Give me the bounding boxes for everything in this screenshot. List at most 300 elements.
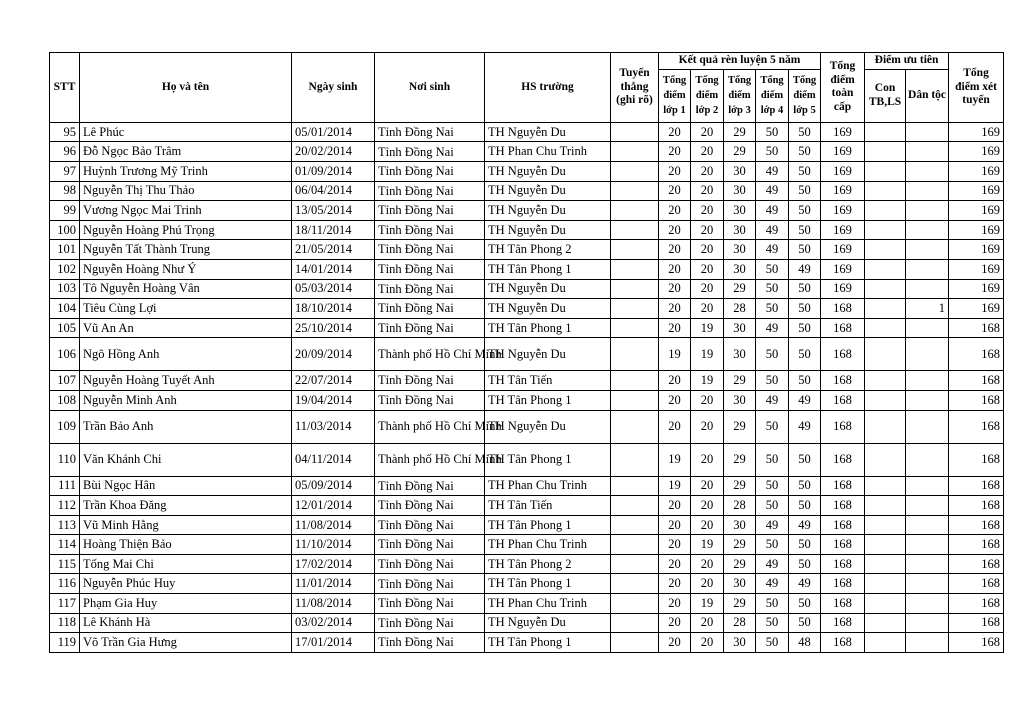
cell-school: TH Nguyễn Du bbox=[485, 410, 611, 443]
table-row bbox=[50, 201, 1004, 221]
table-row bbox=[50, 410, 1004, 443]
cell-grade5: 50 bbox=[789, 299, 821, 319]
cell-school: TH Nguyễn Du bbox=[485, 122, 611, 142]
cell-grade1: 20 bbox=[659, 181, 691, 201]
cell-con-tbls bbox=[865, 633, 906, 653]
cell-con-tbls bbox=[865, 535, 906, 555]
cell-grade4: 49 bbox=[756, 554, 789, 574]
cell-final: 168 bbox=[949, 390, 1004, 410]
cell-dob: 21/05/2014 bbox=[292, 240, 375, 260]
cell-total: 168 bbox=[821, 390, 865, 410]
cell-dob: 13/05/2014 bbox=[292, 201, 375, 221]
cell-grade1: 19 bbox=[659, 476, 691, 496]
cell-grade4: 49 bbox=[756, 318, 789, 338]
cell-grade1: 20 bbox=[659, 142, 691, 162]
cell-grade2: 20 bbox=[691, 496, 724, 516]
cell-stt: 99 bbox=[50, 201, 80, 221]
cell-dan-toc bbox=[906, 181, 949, 201]
cell-grade4: 49 bbox=[756, 220, 789, 240]
cell-direct-admission bbox=[611, 574, 659, 594]
cell-direct-admission bbox=[611, 240, 659, 260]
cell-grade2: 20 bbox=[691, 515, 724, 535]
cell-stt: 115 bbox=[50, 554, 80, 574]
cell-name: Huỳnh Trương Mỹ Trinh bbox=[80, 161, 292, 181]
cell-grade2: 20 bbox=[691, 390, 724, 410]
cell-grade3: 29 bbox=[724, 371, 756, 391]
cell-grade5: 50 bbox=[789, 476, 821, 496]
cell-grade1: 20 bbox=[659, 633, 691, 653]
cell-dan-toc bbox=[906, 515, 949, 535]
cell-dob: 25/10/2014 bbox=[292, 318, 375, 338]
header-grade1: Tổng điểm lớp 1 bbox=[659, 69, 691, 122]
cell-dob: 05/03/2014 bbox=[292, 279, 375, 299]
table-row bbox=[50, 496, 1004, 516]
table-row bbox=[50, 240, 1004, 260]
cell-grade1: 20 bbox=[659, 390, 691, 410]
cell-grade2: 20 bbox=[691, 220, 724, 240]
cell-grade3: 29 bbox=[724, 535, 756, 555]
cell-con-tbls bbox=[865, 390, 906, 410]
cell-direct-admission bbox=[611, 181, 659, 201]
cell-grade4: 50 bbox=[756, 299, 789, 319]
cell-school: TH Phan Chu Trinh bbox=[485, 594, 611, 614]
cell-grade4: 50 bbox=[756, 338, 789, 371]
cell-grade3: 30 bbox=[724, 259, 756, 279]
cell-grade2: 19 bbox=[691, 371, 724, 391]
cell-dan-toc bbox=[906, 161, 949, 181]
cell-grade1: 20 bbox=[659, 318, 691, 338]
cell-grade1: 20 bbox=[659, 594, 691, 614]
table-row bbox=[50, 279, 1004, 299]
cell-total: 168 bbox=[821, 633, 865, 653]
cell-grade4: 50 bbox=[756, 633, 789, 653]
cell-school: TH Nguyễn Du bbox=[485, 338, 611, 371]
header-grade2: Tổng điểm lớp 2 bbox=[691, 69, 724, 122]
cell-con-tbls bbox=[865, 476, 906, 496]
cell-birthplace: Thành phố Hồ Chí Minh bbox=[375, 443, 485, 476]
cell-name: Bùi Ngọc Hân bbox=[80, 476, 292, 496]
cell-con-tbls bbox=[865, 201, 906, 221]
cell-grade3: 30 bbox=[724, 390, 756, 410]
cell-con-tbls bbox=[865, 220, 906, 240]
cell-dan-toc bbox=[906, 410, 949, 443]
cell-birthplace: Tỉnh Đồng Nai bbox=[375, 259, 485, 279]
cell-direct-admission bbox=[611, 338, 659, 371]
cell-grade2: 20 bbox=[691, 279, 724, 299]
cell-con-tbls bbox=[865, 299, 906, 319]
cell-school: TH Phan Chu Trinh bbox=[485, 142, 611, 162]
cell-birthplace: Thành phố Hồ Chí Minh bbox=[375, 410, 485, 443]
cell-direct-admission bbox=[611, 161, 659, 181]
cell-final: 168 bbox=[949, 338, 1004, 371]
cell-grade3: 30 bbox=[724, 574, 756, 594]
cell-grade1: 20 bbox=[659, 240, 691, 260]
cell-dob: 17/01/2014 bbox=[292, 633, 375, 653]
cell-dob: 20/09/2014 bbox=[292, 338, 375, 371]
cell-direct-admission bbox=[611, 535, 659, 555]
cell-dob: 06/04/2014 bbox=[292, 181, 375, 201]
cell-grade5: 49 bbox=[789, 410, 821, 443]
cell-con-tbls bbox=[865, 496, 906, 516]
cell-total: 168 bbox=[821, 338, 865, 371]
cell-con-tbls bbox=[865, 181, 906, 201]
cell-name: Văn Khánh Chi bbox=[80, 443, 292, 476]
cell-grade5: 50 bbox=[789, 122, 821, 142]
cell-school: TH Tân Phong 1 bbox=[485, 633, 611, 653]
cell-con-tbls bbox=[865, 443, 906, 476]
cell-direct-admission bbox=[611, 142, 659, 162]
cell-grade2: 20 bbox=[691, 201, 724, 221]
table-row bbox=[50, 220, 1004, 240]
cell-grade2: 20 bbox=[691, 574, 724, 594]
cell-dob: 17/02/2014 bbox=[292, 554, 375, 574]
cell-grade4: 50 bbox=[756, 443, 789, 476]
cell-school: TH Nguyễn Du bbox=[485, 299, 611, 319]
cell-birthplace: Tỉnh Đồng Nai bbox=[375, 613, 485, 633]
cell-stt: 104 bbox=[50, 299, 80, 319]
table-row bbox=[50, 613, 1004, 633]
cell-direct-admission bbox=[611, 554, 659, 574]
cell-grade5: 50 bbox=[789, 318, 821, 338]
cell-school: TH Nguyễn Du bbox=[485, 613, 611, 633]
cell-final: 168 bbox=[949, 594, 1004, 614]
cell-dan-toc bbox=[906, 240, 949, 260]
cell-stt: 118 bbox=[50, 613, 80, 633]
cell-birthplace: Tỉnh Đồng Nai bbox=[375, 496, 485, 516]
cell-grade3: 28 bbox=[724, 299, 756, 319]
cell-dob: 18/10/2014 bbox=[292, 299, 375, 319]
cell-total: 168 bbox=[821, 443, 865, 476]
cell-school: TH Tân Tiến bbox=[485, 371, 611, 391]
cell-dan-toc bbox=[906, 535, 949, 555]
cell-grade3: 29 bbox=[724, 554, 756, 574]
cell-grade3: 28 bbox=[724, 613, 756, 633]
cell-dob: 12/01/2014 bbox=[292, 496, 375, 516]
cell-dob: 18/11/2014 bbox=[292, 220, 375, 240]
cell-grade5: 49 bbox=[789, 515, 821, 535]
cell-total: 168 bbox=[821, 515, 865, 535]
cell-direct-admission bbox=[611, 410, 659, 443]
cell-direct-admission bbox=[611, 443, 659, 476]
cell-name: Đỗ Ngọc Bảo Trâm bbox=[80, 142, 292, 162]
cell-total: 168 bbox=[821, 554, 865, 574]
cell-grade2: 20 bbox=[691, 476, 724, 496]
cell-dob: 11/03/2014 bbox=[292, 410, 375, 443]
cell-stt: 116 bbox=[50, 574, 80, 594]
cell-grade1: 20 bbox=[659, 201, 691, 221]
cell-final: 168 bbox=[949, 574, 1004, 594]
cell-grade3: 30 bbox=[724, 515, 756, 535]
cell-direct-admission bbox=[611, 390, 659, 410]
cell-grade2: 20 bbox=[691, 259, 724, 279]
cell-grade4: 50 bbox=[756, 496, 789, 516]
cell-direct-admission bbox=[611, 259, 659, 279]
cell-grade3: 30 bbox=[724, 318, 756, 338]
cell-birthplace: Tỉnh Đồng Nai bbox=[375, 515, 485, 535]
cell-dan-toc bbox=[906, 496, 949, 516]
cell-total: 168 bbox=[821, 371, 865, 391]
cell-grade1: 19 bbox=[659, 338, 691, 371]
cell-total: 169 bbox=[821, 201, 865, 221]
cell-con-tbls bbox=[865, 318, 906, 338]
cell-name: Nguyễn Minh Anh bbox=[80, 390, 292, 410]
cell-stt: 112 bbox=[50, 496, 80, 516]
cell-grade3: 30 bbox=[724, 201, 756, 221]
cell-name: Nguyễn Hoàng Phú Trọng bbox=[80, 220, 292, 240]
cell-grade4: 50 bbox=[756, 535, 789, 555]
table-row bbox=[50, 161, 1004, 181]
cell-dan-toc bbox=[906, 318, 949, 338]
cell-name: Vương Ngọc Mai Trinh bbox=[80, 201, 292, 221]
cell-birthplace: Tỉnh Đồng Nai bbox=[375, 122, 485, 142]
cell-stt: 114 bbox=[50, 535, 80, 555]
cell-grade1: 20 bbox=[659, 574, 691, 594]
cell-final: 169 bbox=[949, 122, 1004, 142]
cell-birthplace: Tỉnh Đồng Nai bbox=[375, 554, 485, 574]
cell-stt: 102 bbox=[50, 259, 80, 279]
cell-grade5: 50 bbox=[789, 201, 821, 221]
cell-grade1: 20 bbox=[659, 122, 691, 142]
cell-final: 169 bbox=[949, 299, 1004, 319]
cell-dob: 01/09/2014 bbox=[292, 161, 375, 181]
cell-direct-admission bbox=[611, 594, 659, 614]
header-total: Tổng điểm toàn cấp bbox=[821, 53, 865, 123]
cell-name: Vũ Minh Hằng bbox=[80, 515, 292, 535]
cell-grade5: 50 bbox=[789, 613, 821, 633]
cell-dan-toc: 1 bbox=[906, 299, 949, 319]
cell-final: 168 bbox=[949, 371, 1004, 391]
header-stt: STT bbox=[50, 53, 80, 123]
cell-name: Phạm Gia Huy bbox=[80, 594, 292, 614]
cell-dob: 05/09/2014 bbox=[292, 476, 375, 496]
table-body bbox=[50, 122, 1004, 652]
cell-birthplace: Tỉnh Đồng Nai bbox=[375, 633, 485, 653]
cell-grade2: 20 bbox=[691, 240, 724, 260]
cell-grade4: 49 bbox=[756, 240, 789, 260]
header-name: Họ và tên bbox=[80, 53, 292, 123]
cell-grade3: 30 bbox=[724, 181, 756, 201]
cell-stt: 108 bbox=[50, 390, 80, 410]
cell-dan-toc bbox=[906, 594, 949, 614]
cell-dob: 03/02/2014 bbox=[292, 613, 375, 633]
cell-direct-admission bbox=[611, 318, 659, 338]
cell-birthplace: Tỉnh Đồng Nai bbox=[375, 220, 485, 240]
cell-dob: 22/07/2014 bbox=[292, 371, 375, 391]
cell-con-tbls bbox=[865, 142, 906, 162]
cell-grade5: 50 bbox=[789, 554, 821, 574]
cell-dob: 04/11/2014 bbox=[292, 443, 375, 476]
cell-name: Nguyễn Hoàng Như Ý bbox=[80, 259, 292, 279]
cell-birthplace: Tỉnh Đồng Nai bbox=[375, 181, 485, 201]
cell-name: Tiêu Cùng Lợi bbox=[80, 299, 292, 319]
cell-direct-admission bbox=[611, 476, 659, 496]
cell-total: 168 bbox=[821, 410, 865, 443]
cell-grade1: 20 bbox=[659, 259, 691, 279]
cell-grade4: 50 bbox=[756, 410, 789, 443]
cell-stt: 107 bbox=[50, 371, 80, 391]
cell-total: 168 bbox=[821, 496, 865, 516]
cell-dan-toc bbox=[906, 574, 949, 594]
cell-final: 169 bbox=[949, 201, 1004, 221]
header-dan-toc: Dân tộc bbox=[906, 69, 949, 122]
cell-stt: 100 bbox=[50, 220, 80, 240]
cell-grade2: 20 bbox=[691, 554, 724, 574]
cell-final: 169 bbox=[949, 240, 1004, 260]
cell-grade5: 49 bbox=[789, 390, 821, 410]
cell-dan-toc bbox=[906, 142, 949, 162]
cell-direct-admission bbox=[611, 122, 659, 142]
cell-grade3: 29 bbox=[724, 594, 756, 614]
cell-name: Ngô Hồng Anh bbox=[80, 338, 292, 371]
cell-total: 169 bbox=[821, 161, 865, 181]
cell-grade1: 20 bbox=[659, 515, 691, 535]
cell-birthplace: Tỉnh Đồng Nai bbox=[375, 142, 485, 162]
cell-total: 168 bbox=[821, 535, 865, 555]
table-row bbox=[50, 574, 1004, 594]
cell-name: Vũ An An bbox=[80, 318, 292, 338]
cell-total: 169 bbox=[821, 122, 865, 142]
cell-dob: 05/01/2014 bbox=[292, 122, 375, 142]
cell-grade4: 50 bbox=[756, 613, 789, 633]
header-con-tbls: Con TB,LS bbox=[865, 69, 906, 122]
cell-total: 168 bbox=[821, 476, 865, 496]
cell-grade2: 20 bbox=[691, 161, 724, 181]
cell-grade3: 29 bbox=[724, 279, 756, 299]
cell-con-tbls bbox=[865, 371, 906, 391]
cell-birthplace: Tỉnh Đồng Nai bbox=[375, 161, 485, 181]
cell-school: TH Nguyễn Du bbox=[485, 220, 611, 240]
table-row bbox=[50, 122, 1004, 142]
cell-total: 168 bbox=[821, 299, 865, 319]
cell-birthplace: Tỉnh Đồng Nai bbox=[375, 299, 485, 319]
cell-grade5: 50 bbox=[789, 338, 821, 371]
cell-school: TH Tân Phong 1 bbox=[485, 259, 611, 279]
cell-dan-toc bbox=[906, 279, 949, 299]
cell-grade4: 50 bbox=[756, 279, 789, 299]
cell-grade3: 29 bbox=[724, 122, 756, 142]
table-row bbox=[50, 390, 1004, 410]
cell-stt: 97 bbox=[50, 161, 80, 181]
cell-grade5: 50 bbox=[789, 496, 821, 516]
cell-school: TH Tân Phong 2 bbox=[485, 554, 611, 574]
table-row bbox=[50, 633, 1004, 653]
cell-stt: 109 bbox=[50, 410, 80, 443]
cell-grade3: 30 bbox=[724, 161, 756, 181]
cell-final: 168 bbox=[949, 476, 1004, 496]
cell-final: 168 bbox=[949, 443, 1004, 476]
cell-school: TH Tân Phong 1 bbox=[485, 318, 611, 338]
cell-dob: 20/02/2014 bbox=[292, 142, 375, 162]
cell-name: Lê Phúc bbox=[80, 122, 292, 142]
table-row bbox=[50, 594, 1004, 614]
cell-grade5: 50 bbox=[789, 371, 821, 391]
cell-grade1: 20 bbox=[659, 535, 691, 555]
cell-grade4: 50 bbox=[756, 371, 789, 391]
table-row bbox=[50, 299, 1004, 319]
cell-con-tbls bbox=[865, 338, 906, 371]
cell-birthplace: Tỉnh Đồng Nai bbox=[375, 574, 485, 594]
cell-stt: 106 bbox=[50, 338, 80, 371]
cell-total: 169 bbox=[821, 279, 865, 299]
header-dob: Ngày sinh bbox=[292, 53, 375, 123]
cell-name: Nguyễn Phúc Huy bbox=[80, 574, 292, 594]
header-priority-group: Điểm ưu tiên bbox=[865, 53, 949, 70]
cell-grade1: 20 bbox=[659, 613, 691, 633]
header-direct-admission: Tuyển thẳng (ghi rõ) bbox=[611, 53, 659, 123]
cell-grade2: 20 bbox=[691, 613, 724, 633]
cell-name: Tô Nguyễn Hoàng Vân bbox=[80, 279, 292, 299]
cell-school: TH Tân Phong 1 bbox=[485, 515, 611, 535]
cell-grade5: 50 bbox=[789, 279, 821, 299]
cell-school: TH Nguyễn Du bbox=[485, 181, 611, 201]
cell-grade5: 50 bbox=[789, 161, 821, 181]
cell-grade2: 20 bbox=[691, 142, 724, 162]
cell-grade1: 20 bbox=[659, 279, 691, 299]
cell-grade3: 30 bbox=[724, 240, 756, 260]
cell-total: 168 bbox=[821, 594, 865, 614]
cell-final: 168 bbox=[949, 410, 1004, 443]
cell-stt: 98 bbox=[50, 181, 80, 201]
cell-stt: 105 bbox=[50, 318, 80, 338]
cell-final: 169 bbox=[949, 259, 1004, 279]
cell-total: 169 bbox=[821, 259, 865, 279]
cell-grade1: 20 bbox=[659, 220, 691, 240]
cell-direct-admission bbox=[611, 633, 659, 653]
table-row bbox=[50, 181, 1004, 201]
cell-grade1: 20 bbox=[659, 554, 691, 574]
cell-direct-admission bbox=[611, 201, 659, 221]
cell-grade5: 50 bbox=[789, 181, 821, 201]
cell-grade4: 50 bbox=[756, 122, 789, 142]
cell-final: 169 bbox=[949, 220, 1004, 240]
cell-school: TH Tân Phong 1 bbox=[485, 574, 611, 594]
cell-name: Trần Khoa Đăng bbox=[80, 496, 292, 516]
cell-total: 169 bbox=[821, 220, 865, 240]
cell-grade4: 50 bbox=[756, 259, 789, 279]
cell-school: TH Nguyễn Du bbox=[485, 161, 611, 181]
cell-final: 168 bbox=[949, 515, 1004, 535]
cell-con-tbls bbox=[865, 574, 906, 594]
header-grade3: Tổng điểm lớp 3 bbox=[724, 69, 756, 122]
cell-grade2: 20 bbox=[691, 443, 724, 476]
table-row bbox=[50, 338, 1004, 371]
cell-stt: 101 bbox=[50, 240, 80, 260]
cell-dob: 19/04/2014 bbox=[292, 390, 375, 410]
cell-stt: 103 bbox=[50, 279, 80, 299]
cell-total: 169 bbox=[821, 142, 865, 162]
cell-stt: 96 bbox=[50, 142, 80, 162]
table-row bbox=[50, 515, 1004, 535]
header-birthplace: Nơi sinh bbox=[375, 53, 485, 123]
table-row bbox=[50, 535, 1004, 555]
cell-name: Tống Mai Chi bbox=[80, 554, 292, 574]
cell-grade3: 28 bbox=[724, 496, 756, 516]
cell-con-tbls bbox=[865, 161, 906, 181]
cell-direct-admission bbox=[611, 613, 659, 633]
cell-school: TH Nguyễn Du bbox=[485, 279, 611, 299]
cell-grade2: 20 bbox=[691, 122, 724, 142]
table-row bbox=[50, 443, 1004, 476]
cell-stt: 111 bbox=[50, 476, 80, 496]
cell-grade3: 30 bbox=[724, 338, 756, 371]
cell-con-tbls bbox=[865, 613, 906, 633]
header-final: Tổng điểm xét tuyển bbox=[949, 53, 1004, 123]
cell-final: 169 bbox=[949, 279, 1004, 299]
cell-birthplace: Thành phố Hồ Chí Minh bbox=[375, 338, 485, 371]
cell-final: 168 bbox=[949, 613, 1004, 633]
cell-stt: 95 bbox=[50, 122, 80, 142]
cell-dob: 11/08/2014 bbox=[292, 594, 375, 614]
